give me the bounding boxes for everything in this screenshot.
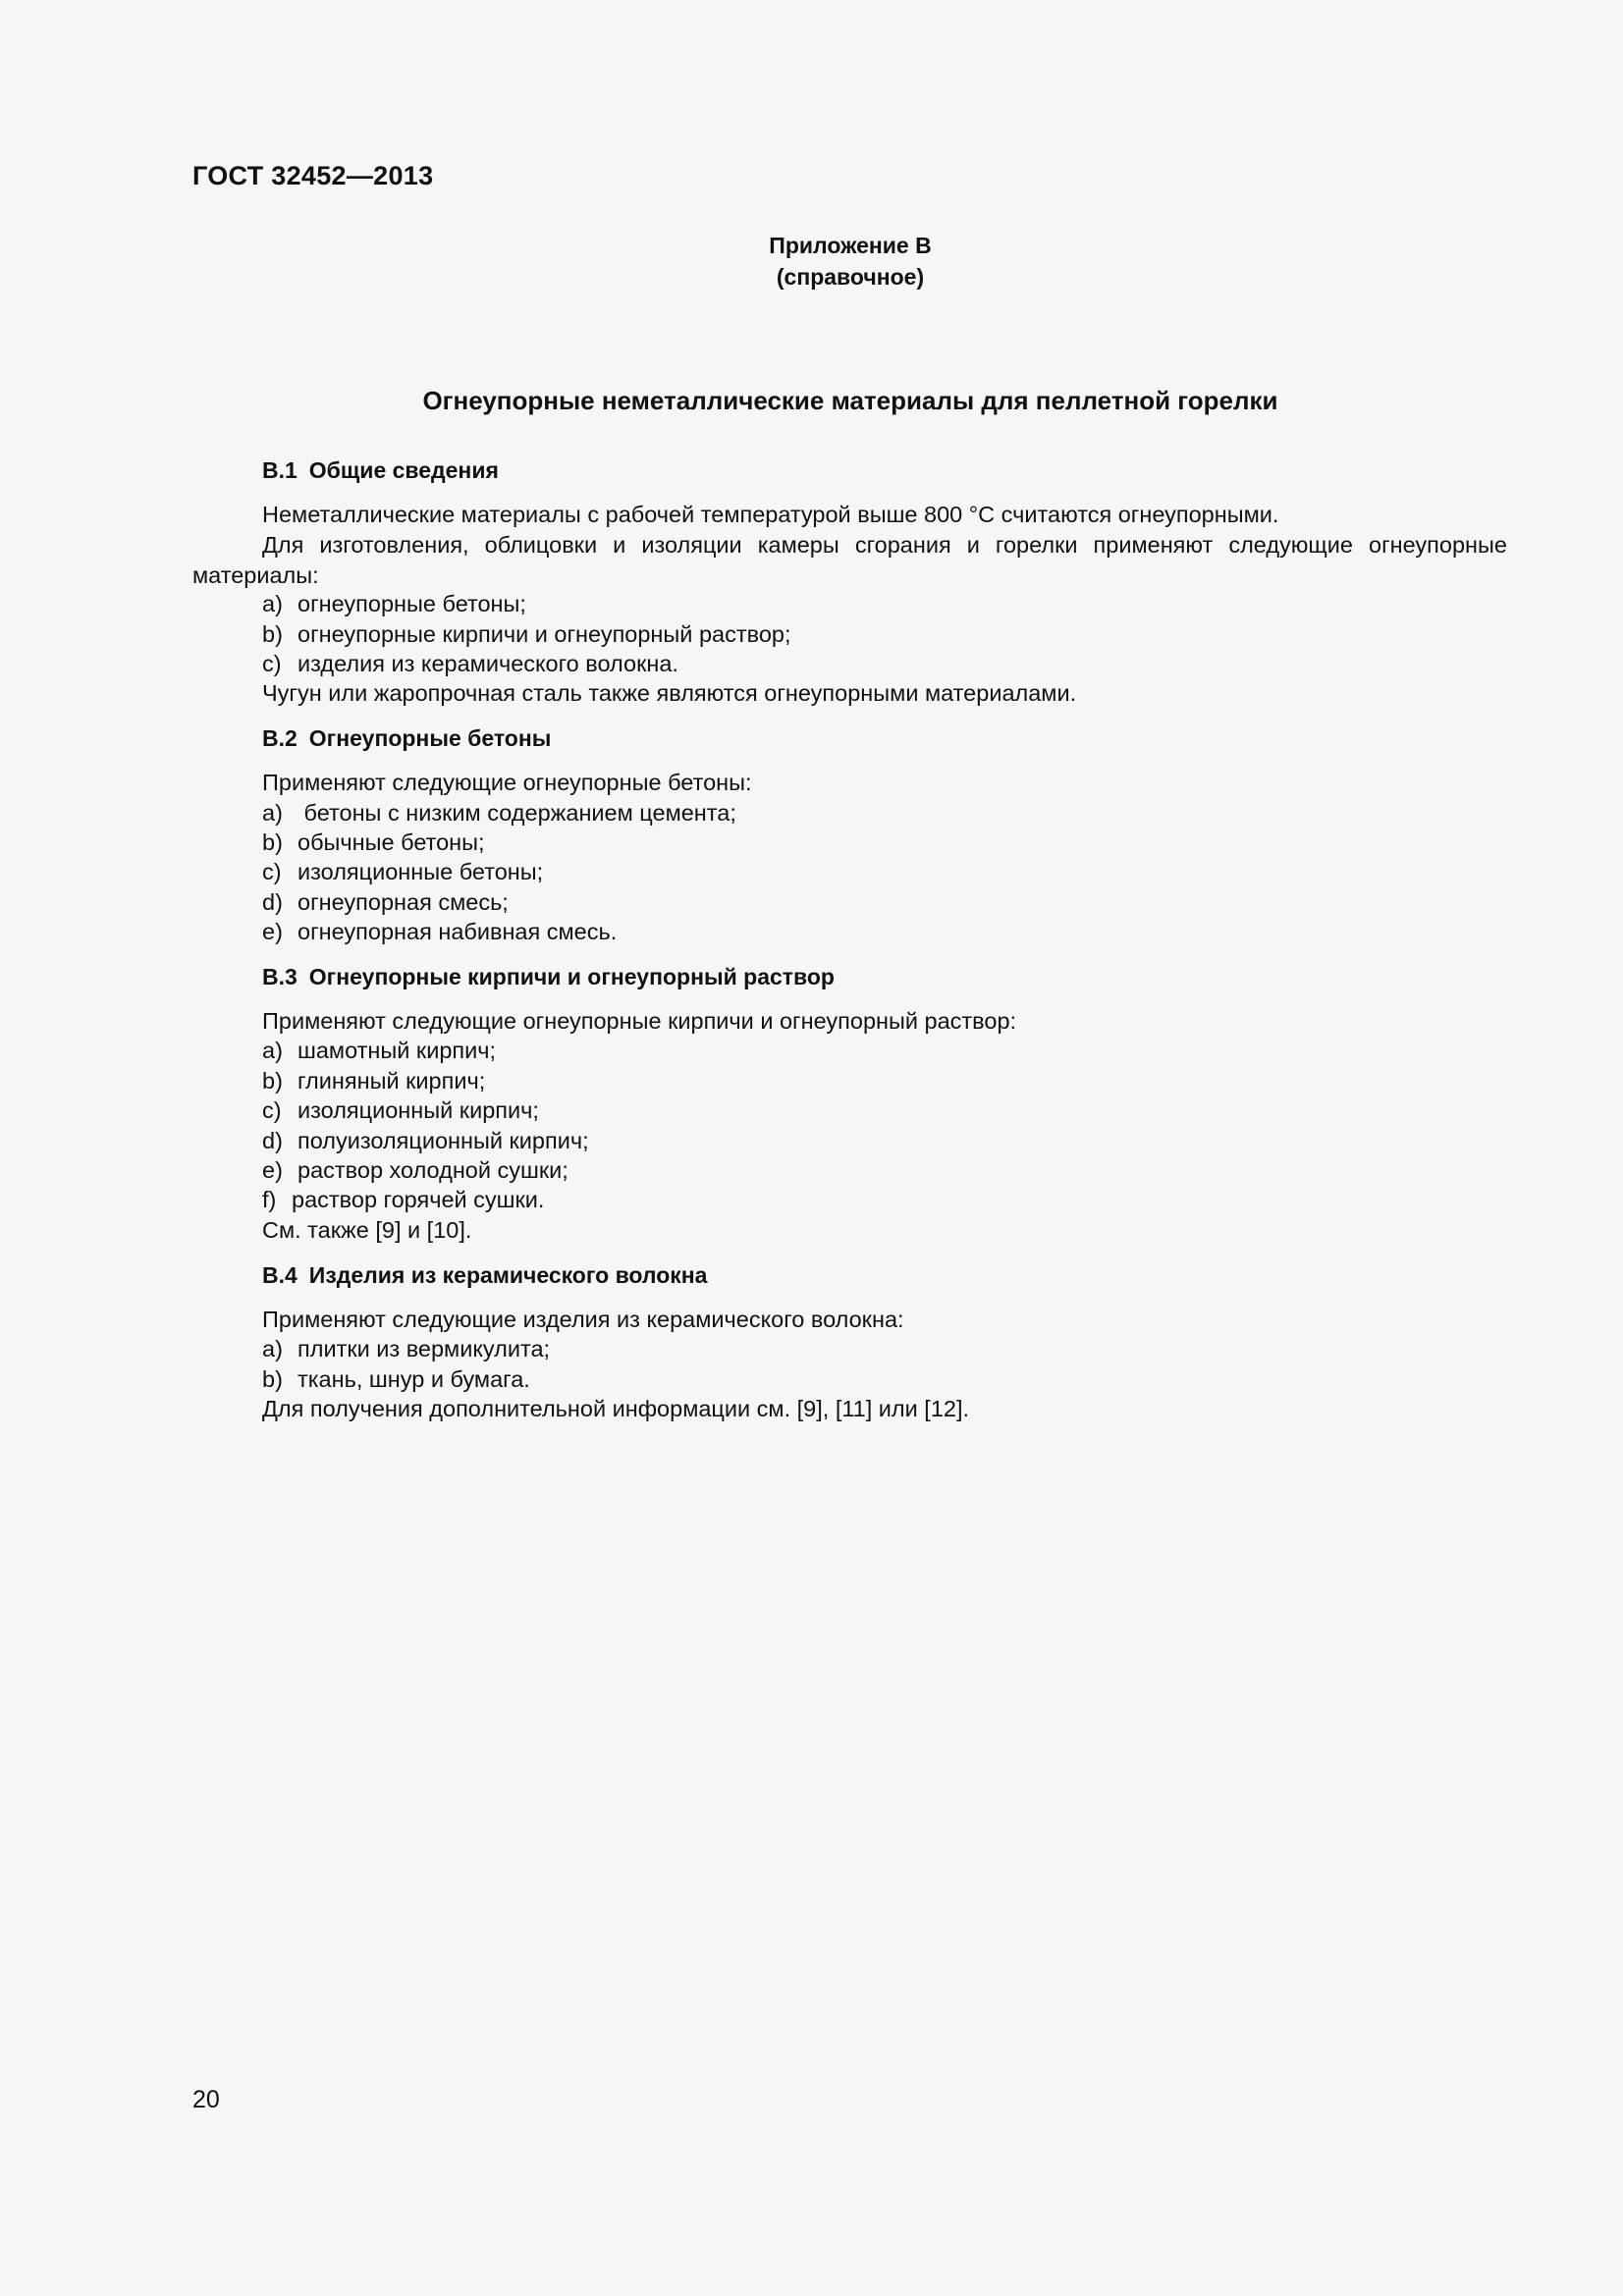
list-item	[262, 1068, 485, 1095]
list-item	[262, 859, 543, 885]
section-title: Огнеупорные кирпичи и огнеупорный раствор	[308, 964, 835, 989]
list-marker: c)	[262, 651, 282, 676]
list-item	[262, 1366, 530, 1393]
list-marker: f)	[262, 1187, 277, 1212]
list-marker: d)	[262, 1128, 283, 1153]
paragraph: Применяют следующие огнеупорные кирпичи и огнеупорный раствор:	[262, 1008, 1017, 1034]
section-heading	[262, 964, 835, 990]
section-heading	[262, 457, 499, 484]
list-item-text: огнеупорная смесь;	[298, 889, 509, 915]
section-title: Общие сведения	[308, 457, 499, 483]
section-heading	[262, 725, 551, 752]
list-item-text: раствор холодной сушки;	[298, 1157, 568, 1183]
section-number: В.2	[262, 725, 298, 751]
list-item	[262, 621, 791, 648]
list-marker: b)	[262, 1366, 283, 1392]
list-marker: a)	[262, 1038, 283, 1063]
list-marker: a)	[262, 800, 283, 826]
list-item-text: изделия из керамического волокна.	[298, 651, 678, 676]
list-item-text: обычные бетоны;	[298, 829, 485, 855]
list-marker: a)	[262, 591, 283, 616]
appendix-type: (справочное)	[776, 264, 925, 290]
list-item-text: бетоны с низким содержанием цемента;	[298, 800, 736, 826]
list-item-text: огнеупорные бетоны;	[298, 591, 526, 616]
paragraph: Применяют следующие изделия из керамического волокна:	[262, 1307, 904, 1332]
section-number: В.1	[262, 457, 298, 483]
list-item	[262, 1336, 550, 1362]
section-heading	[262, 1262, 707, 1289]
paragraph: См. также [9] и [10].	[262, 1217, 472, 1243]
list-item	[262, 1157, 568, 1184]
list-item-text: огнеупорные кирпичи и огнеупорный раствор;	[298, 621, 791, 647]
list-item-text: глиняный кирпич;	[298, 1068, 486, 1094]
section-number: В.3	[262, 964, 298, 989]
list-item	[262, 651, 678, 677]
paragraph: Чугун или жаропрочная сталь также являются огнеупорными материалами.	[262, 680, 1077, 706]
list-marker: d)	[262, 889, 283, 915]
list-item-text: изоляционные бетоны;	[298, 859, 544, 884]
list-item	[262, 591, 526, 617]
page-number: 20	[192, 2086, 220, 2113]
list-item-text: шамотный кирпич;	[298, 1038, 497, 1063]
section-title: Огнеупорные бетоны	[308, 725, 552, 751]
paragraph: Неметаллические материалы с рабочей температурой выше 800 °С считаются огнеупорными.	[262, 502, 1279, 527]
list-marker: b)	[262, 829, 283, 855]
list-item-text: ткань, шнур и бумага.	[298, 1366, 530, 1392]
list-item-text: огнеупорная набивная смесь.	[298, 919, 618, 944]
document-code: ГОСТ 32452—2013	[192, 161, 434, 190]
list-item	[262, 889, 509, 916]
list-item	[262, 800, 736, 827]
list-item	[262, 829, 485, 856]
paragraph: Для получения дополнительной информации см. [9], [11] или [12].	[262, 1396, 970, 1421]
list-item	[262, 1128, 589, 1154]
list-item	[262, 1187, 544, 1213]
list-item-text: раствор горячей сушки.	[292, 1187, 545, 1212]
appendix-title: Огнеупорные неметаллические материалы для пеллетной горелки	[422, 386, 1278, 415]
list-item	[262, 919, 617, 945]
list-item-text: плитки из вермикулита;	[298, 1336, 551, 1362]
appendix-heading	[0, 230, 1623, 293]
section-title: Изделия из керамического волокна	[308, 1262, 708, 1288]
appendix-label: Приложение В	[769, 233, 932, 258]
list-item	[262, 1038, 496, 1064]
section-number: В.4	[262, 1262, 298, 1288]
list-marker: e)	[262, 919, 283, 944]
paragraph: Для изготовления, облицовки и изоляции камеры сгорания и горелки применяют следующие огнеупорные материалы:	[192, 532, 1507, 588]
list-marker: c)	[262, 859, 282, 884]
list-marker: c)	[262, 1097, 282, 1123]
list-marker: e)	[262, 1157, 283, 1183]
paragraph: Применяют следующие огнеупорные бетоны:	[262, 770, 752, 795]
list-item-text: полуизоляционный кирпич;	[298, 1128, 589, 1153]
list-marker: b)	[262, 621, 283, 647]
list-item-text: изоляционный кирпич;	[298, 1097, 539, 1123]
list-marker: b)	[262, 1068, 283, 1094]
list-item	[262, 1097, 539, 1124]
list-marker: a)	[262, 1336, 283, 1362]
